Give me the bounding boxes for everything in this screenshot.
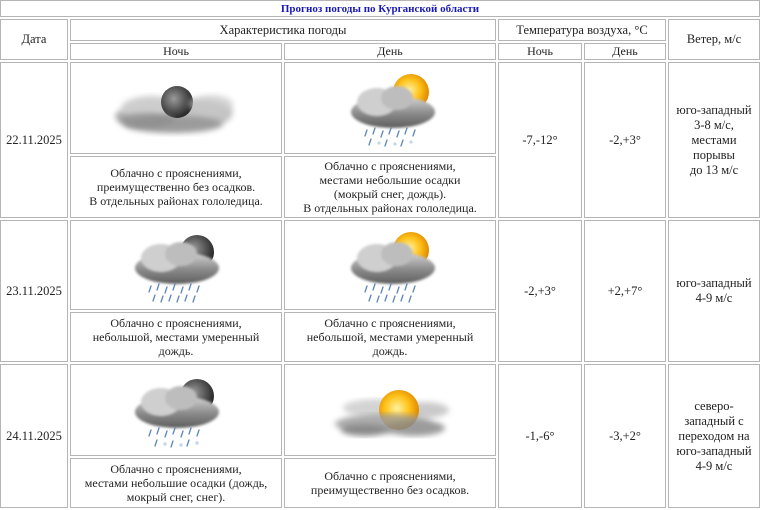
moon-cloud-sleet-icon: [101, 366, 251, 454]
desc-line: преимущественно без осадков.: [310, 483, 470, 497]
wind-info: [668, 220, 760, 362]
desc-line: мокрый снег, снег).: [126, 490, 226, 504]
temp-day: +2,+7°: [584, 220, 666, 362]
temp-night: -7,-12°: [498, 62, 582, 218]
wind-line: переходом на: [678, 428, 750, 443]
day-description: [284, 458, 496, 508]
header-day: День: [284, 43, 496, 60]
header-temp-night: Ночь: [498, 43, 582, 60]
header-temp-day: День: [584, 43, 666, 60]
wind-line: 4-9 м/с: [695, 458, 733, 473]
wind-line: юго-западный: [676, 276, 752, 290]
day-weather-image: [284, 62, 496, 154]
wind-info: [668, 364, 760, 508]
forecast-title: Прогноз погоды по Курганской области: [280, 3, 480, 15]
forecast-title-cell: [0, 0, 760, 17]
row-date: 23.11.2025: [0, 220, 68, 362]
row-date: 22.11.2025: [0, 62, 68, 218]
temp-day: -3,+2°: [584, 364, 666, 508]
desc-line: дождь.: [158, 344, 194, 358]
day-description: [284, 312, 496, 362]
night-description: [70, 458, 282, 508]
wind-line: местами: [691, 132, 737, 147]
night-weather-image: [70, 220, 282, 310]
wind-line: северо-: [694, 398, 734, 413]
night-weather-image: [70, 62, 282, 154]
wind-line: юго-западный: [676, 102, 752, 117]
wind-info: [668, 62, 760, 218]
temp-night: -2,+3°: [498, 220, 582, 362]
desc-line: Облачно с прояснениями,: [110, 462, 242, 476]
desc-line: небольшой, местами умеренный: [92, 330, 260, 344]
wind-line: до 13 м/с: [689, 162, 739, 177]
header-weather: Характеристика погоды: [70, 19, 496, 41]
sun-cloud-rain-icon: [315, 222, 465, 308]
desc-line: Облачно с прояснениями,: [110, 316, 242, 330]
night-description: [70, 156, 282, 218]
desc-line: В отдельных районах гололедица.: [89, 194, 263, 208]
wind-line: 3-8 м/с,: [694, 117, 734, 132]
day-weather-image: [284, 364, 496, 456]
night-weather-image: [70, 364, 282, 456]
moon-cloud-icon: [101, 64, 251, 152]
desc-line: дождь.: [372, 344, 408, 358]
desc-line: Облачно с прояснениями,: [110, 166, 242, 180]
header-night: Ночь: [70, 43, 282, 60]
moon-cloud-rain-icon: [101, 222, 251, 308]
desc-line: Облачно с прояснениями,: [324, 159, 456, 173]
wind-line: юго-западный: [676, 443, 752, 458]
sun-cloud-sleet-icon: [315, 64, 465, 152]
header-temperature: Температура воздуха, °С: [498, 19, 666, 41]
day-weather-image: [284, 220, 496, 310]
temp-night: -1,-6°: [498, 364, 582, 508]
row-date: 24.11.2025: [0, 364, 68, 508]
header-date: Дата: [0, 19, 68, 60]
desc-line: местами небольшие осадки (дождь,: [84, 476, 268, 490]
wind-line: западный с: [684, 413, 744, 428]
day-description: [284, 156, 496, 218]
desc-line: В отдельных районах гололедица.: [303, 201, 477, 215]
night-description: [70, 312, 282, 362]
header-wind: Ветер, м/с: [668, 19, 760, 60]
wind-line: порывы: [693, 147, 735, 162]
temp-day: -2,+3°: [584, 62, 666, 218]
desc-line: Облачно с прояснениями,: [324, 316, 456, 330]
desc-line: местами небольшие осадки: [319, 173, 461, 187]
desc-line: Облачно с прояснениями,: [324, 469, 456, 483]
sun-cloud-icon: [315, 366, 465, 454]
wind-line: 4-9 м/с: [695, 291, 733, 305]
desc-line: небольшой, местами умеренный: [306, 330, 474, 344]
desc-line: преимущественно без осадков.: [96, 180, 256, 194]
desc-line: (мокрый снег, дождь).: [333, 187, 447, 201]
